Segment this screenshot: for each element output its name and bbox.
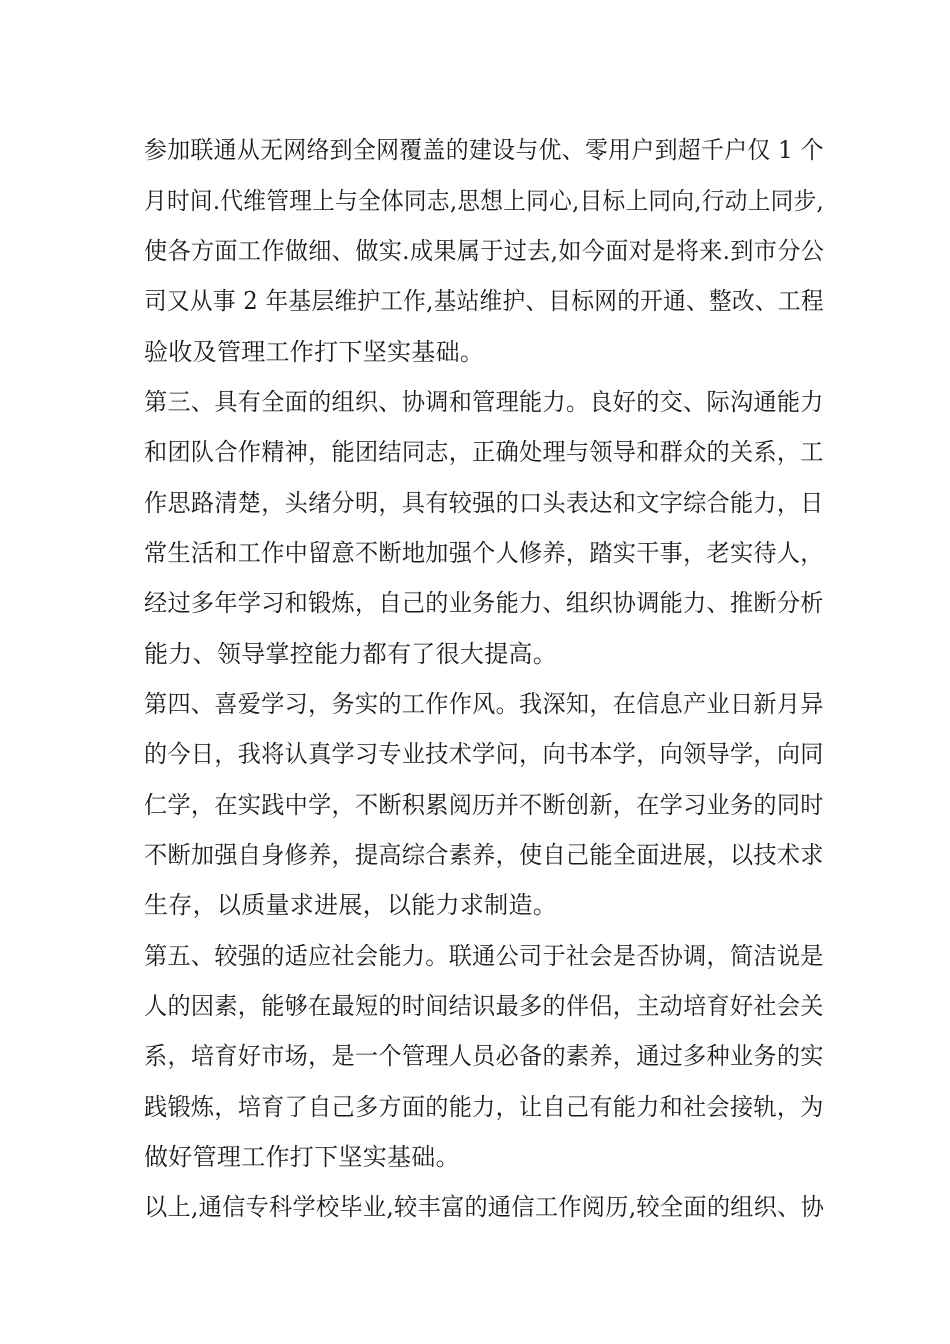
text-line: 常生活和工作中留意不断地加强个人修养，踏实干事，老实待人， (144, 539, 824, 567)
text-line: 月时间.代维管理上与全体同志,思想上同心,目标上同向,行动上同步, (144, 187, 825, 215)
text-line: 第五、较强的适应社会能力。联通公司于社会是否协调，简洁说是 (144, 942, 824, 970)
text-line: 参加联通从无网络到全网覆盖的建设与优、零用户到超千户仅 1 个 (144, 136, 824, 164)
text-line: 作思路清楚，头绪分明，具有较强的口头表达和文字综合能力，日 (144, 489, 824, 517)
text-line: 的今日，我将认真学习专业技术学问，向书本学，向领导学，向同 (144, 740, 824, 768)
text-line: 践锻炼，培育了自己多方面的能力，让自己有能力和社会接轨，为 (144, 1093, 824, 1121)
text-line: 仁学，在实践中学，不断积累阅历并不断创新，在学习业务的同时 (144, 791, 824, 819)
text-line: 以上,通信专科学校毕业,较丰富的通信工作阅历,较全面的组织、协 (144, 1193, 825, 1221)
text-line: 生存，以质量求进展，以能力求制造。 (144, 891, 558, 919)
text-line: 人的因素，能够在最短的时间结识最多的伴侣，主动培育好社会关 (144, 992, 824, 1020)
text-line: 第三、具有全面的组织、协调和管理能力。良好的交、际沟通能力 (144, 388, 824, 416)
text-line: 能力、领导掌控能力都有了很大提高。 (144, 640, 558, 668)
text-line: 做好管理工作打下坚实基础。 (144, 1143, 460, 1171)
text-line: 不断加强自身修养，提高综合素养，使自己能全面进展，以技术求 (144, 841, 824, 869)
text-line: 第四、喜爱学习，务实的工作作风。我深知，在信息产业日新月异 (144, 690, 824, 718)
text-line: 验收及管理工作打下坚实基础。 (144, 338, 485, 366)
text-line: 使各方面工作做细、做实.成果属于过去,如今面对是将来.到市分公 (144, 237, 825, 265)
text-line: 系，培育好市场，是一个管理人员必备的素养，通过多种业务的实 (144, 1042, 824, 1070)
text-line: 和团队合作精神，能团结同志，正确处理与领导和群众的关系，工 (144, 438, 824, 466)
text-line: 经过多年学习和锻炼，自己的业务能力、组织协调能力、推断分析 (144, 589, 824, 617)
text-line: 司又从事 2 年基层维护工作,基站维护、目标网的开通、整改、工程 (144, 287, 824, 315)
